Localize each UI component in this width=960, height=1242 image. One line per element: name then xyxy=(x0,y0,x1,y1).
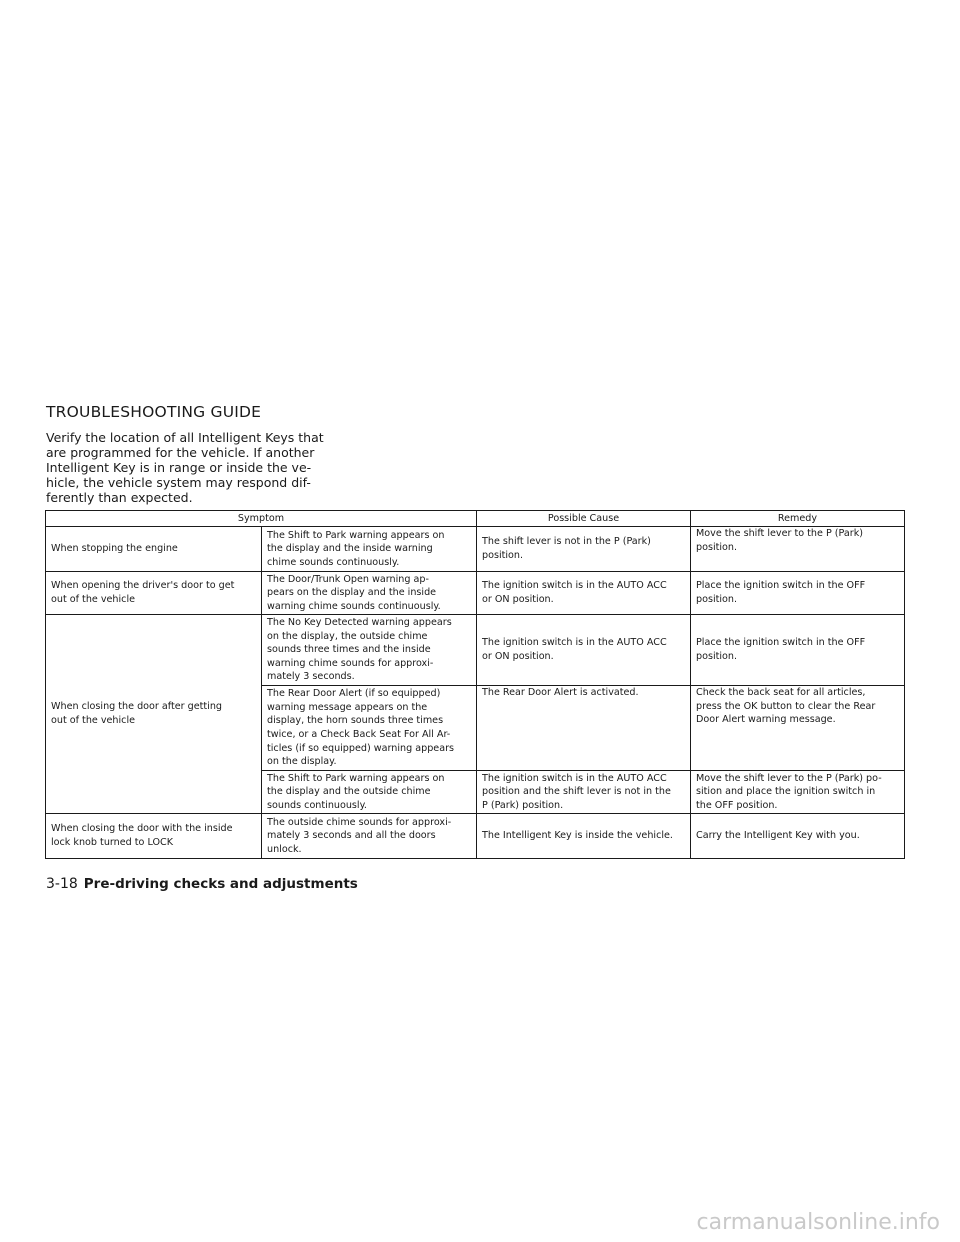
cause-cell: The ignition switch is in the AUTO ACC or ON position. xyxy=(477,572,691,615)
remedy-cell: Carry the Intelligent Key with you. xyxy=(691,814,905,859)
header-possible-cause: Possible Cause xyxy=(477,511,691,527)
intro-line: hicle, the vehicle system may respond dif- xyxy=(46,475,311,490)
condition-cell: The Shift to Park warning appears on the display and the outside chime sounds continuously. xyxy=(262,771,477,814)
cause-cell: The ignition switch is in the AUTO ACC or ON position. xyxy=(477,615,691,686)
remedy-cell: Move the shift lever to the P (Park) position. xyxy=(691,527,905,572)
footer-section-title: Pre-driving checks and adjustments xyxy=(83,876,358,892)
intro-line: are programmed for the vehicle. If another xyxy=(46,445,315,460)
table-row xyxy=(46,572,905,615)
cause-cell: The ignition switch is in the AUTO ACC position and the shift lever is not in the P (Park) position. xyxy=(477,771,691,814)
header-remedy: Remedy xyxy=(691,511,905,527)
symptom-cell: When closing the door after getting out of the vehicle xyxy=(46,615,262,814)
condition-cell: The Door/Trunk Open warning ap- pears on the display and the inside warning chime sounds continuously. xyxy=(262,572,477,615)
page-number: 3-18 xyxy=(46,876,78,892)
symptom-cell: When stopping the engine xyxy=(46,527,262,572)
condition-cell: The Shift to Park warning appears on the display and the inside warning chime sounds continuously. xyxy=(262,527,477,572)
intro-line: ferently than expected. xyxy=(46,490,193,505)
cause-cell: The shift lever is not in the P (Park) position. xyxy=(477,527,691,572)
watermark: carmanualsonline.info xyxy=(696,1210,940,1235)
intro-paragraph xyxy=(46,430,328,505)
intro-line: Intelligent Key is in range or inside the ve- xyxy=(46,460,312,475)
table-row xyxy=(46,814,905,859)
header-symptom: Symptom xyxy=(46,511,477,527)
condition-cell: The outside chime sounds for approxi- mately 3 seconds and all the doors unlock. xyxy=(262,814,477,859)
remedy-cell: Place the ignition switch in the OFF position. xyxy=(691,615,905,686)
symptom-cell: When opening the driver's door to get out of the vehicle xyxy=(46,572,262,615)
remedy-cell: Place the ignition switch in the OFF position. xyxy=(691,572,905,615)
section-heading: TROUBLESHOOTING GUIDE xyxy=(46,403,262,421)
table-header-row xyxy=(46,511,905,527)
cause-cell: The Rear Door Alert is activated. xyxy=(477,686,691,771)
remedy-cell: Check the back seat for all articles, press the OK button to clear the Rear Door Alert warning message. xyxy=(691,686,905,771)
intro-line: Verify the location of all Intelligent Keys that xyxy=(46,430,324,445)
condition-cell: The No Key Detected warning appears on the display, the outside chime sounds three times and the inside warning chime sounds for approxi- mately 3 seconds. xyxy=(262,615,477,686)
page-footer xyxy=(46,876,358,892)
remedy-cell: Move the shift lever to the P (Park) po- sition and place the ignition switch in the OFF position. xyxy=(691,771,905,814)
symptom-cell: When closing the door with the inside lock knob turned to LOCK xyxy=(46,814,262,859)
condition-cell: The Rear Door Alert (if so equipped) warning message appears on the display, the horn sounds three times twice, or a Check Back Seat For All Ar- ticles (if so equipped) warning appears on the display. xyxy=(262,686,477,771)
cause-cell: The Intelligent Key is inside the vehicle. xyxy=(477,814,691,859)
table-row xyxy=(46,527,905,572)
table-row xyxy=(46,615,905,686)
troubleshooting-table xyxy=(45,510,905,859)
